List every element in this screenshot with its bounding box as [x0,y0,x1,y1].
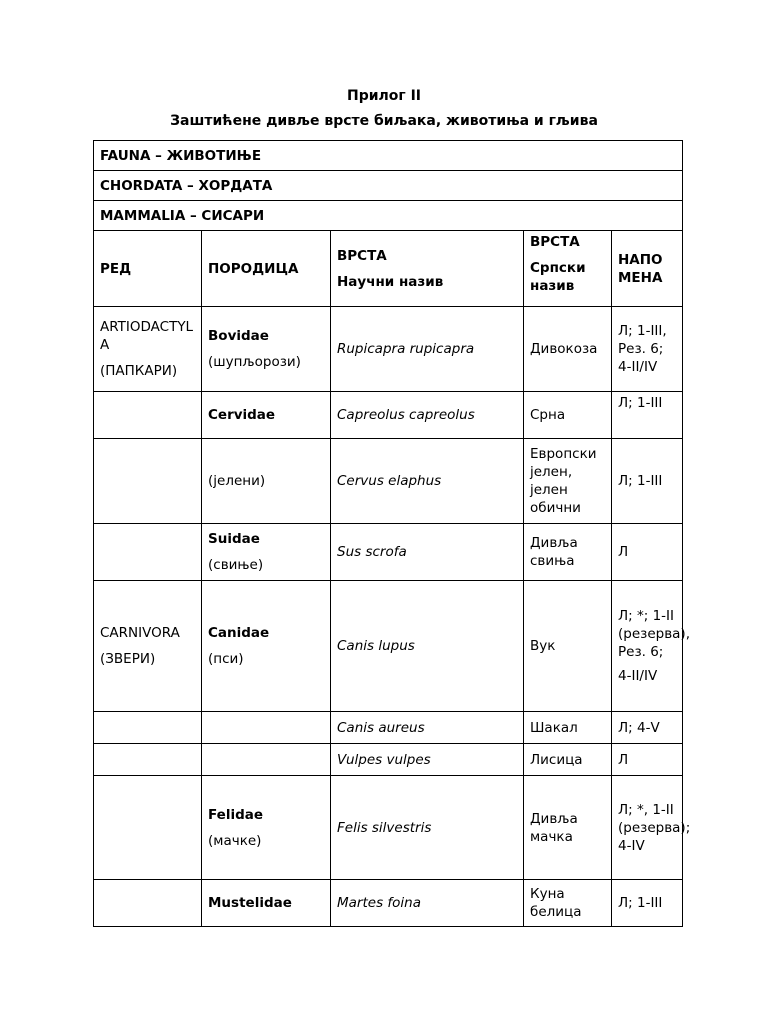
order-name: ARTIODACTYLA [100,319,194,353]
cell-family: (јелени) [202,439,331,524]
cell-serbian-name: Срна [524,392,612,439]
table-row [94,744,683,776]
header-family: ПОРОДИЦА [202,231,331,307]
note-line1: Л; *; 1-II (резерва), Рез. 6; [618,608,690,660]
header-species [331,231,524,307]
cell-family: Mustelidae [202,880,331,927]
header-order: РЕД [94,231,202,307]
family-subname: (пси) [208,651,244,667]
cell-scientific-name: Martes foina [331,880,524,927]
section-fauna: FAUNA – ЖИВОТИЊЕ [94,141,683,171]
species-table [93,140,691,927]
section-row [94,171,683,201]
cell-scientific-name: Sus scrofa [331,524,524,581]
cell-order [94,524,202,581]
cell-scientific-name: Canis lupus [331,581,524,712]
header-species-line2: Научни назив [337,273,444,290]
table-row [94,880,683,927]
cell-order [94,776,202,880]
table-row [94,776,683,880]
header-serbian [524,231,612,307]
family-name: Felidae [208,806,264,823]
cell-scientific-name: Vulpes vulpes [331,744,524,776]
header-note: НАПО МЕНА [612,231,683,307]
cell-note [612,581,690,712]
table-row [94,392,683,439]
cell-serbian-name: Дивља мачка [524,776,612,880]
cell-note: Л; 1-III [612,392,683,439]
cell-family [202,712,331,744]
table-row [94,524,683,581]
cell-family [202,581,331,712]
cell-order [94,392,202,439]
page-subtitle: Заштићене дивље врсте биљака, животиња и гљива [170,113,598,129]
page-title: Прилог II [346,88,422,104]
order-subname: (ЗВЕРИ) [100,651,156,667]
section-chordata: CHORDATA – ХОРДАТА [94,171,683,201]
cell-family: Cervidae [202,392,331,439]
section-mammalia: MAMMALIA – СИСАРИ [94,201,683,231]
cell-serbian-name: Дивокоза [524,307,612,392]
cell-scientific-name: Capreolus capreolus [331,392,524,439]
cell-order [94,880,202,927]
order-subname: (ПАПКАРИ) [100,363,178,379]
cell-serbian-name: Куна белица [524,880,612,927]
table-row [94,307,683,392]
family-name: Canidae [208,625,270,641]
table-row [94,581,683,712]
cell-family [202,307,331,392]
order-name: CARNIVORA [100,625,180,641]
cell-order [94,581,202,712]
cell-note: Л; 1-III, Рез. 6; 4-II/IV [612,307,683,392]
cell-scientific-name: Cervus elaphus [331,439,524,524]
cell-order [94,744,202,776]
cell-note: Л; *, 1-II (резерва); 4-IV [612,776,683,880]
cell-scientific-name: Canis aureus [331,712,524,744]
section-row [94,141,683,171]
family-subname: (мачке) [208,832,262,849]
note-line2: 4-II/IV [618,668,658,684]
cell-family [202,744,331,776]
cell-serbian-name: Европски јелен, јелен обични [524,439,612,524]
family-name: Suidae [208,531,260,547]
cell-serbian-name: Лисица [524,744,612,776]
header-serbian-line1: ВРСТА [530,234,580,250]
table-row [94,712,683,744]
cell-note: Л [612,744,683,776]
cell-family [202,524,331,581]
header-serbian-line2: Српски назив [530,260,586,294]
cell-note: Л; 4-V [612,712,683,744]
header-species-line1: ВРСТА [337,247,387,264]
cell-serbian-name: Дивља свиња [524,524,612,581]
cell-note: Л; 1-III [612,439,683,524]
cell-serbian-name: Шакал [524,712,612,744]
cell-serbian-name: Вук [524,581,612,712]
header-row [94,231,683,307]
cell-order [94,712,202,744]
cell-note: Л; 1-III [612,880,683,927]
section-row [94,201,683,231]
cell-note: Л [612,524,683,581]
family-name: Bovidae [208,328,269,344]
cell-order [94,307,202,392]
cell-family [202,776,331,880]
family-subname: (свиње) [208,557,264,573]
cell-order [94,439,202,524]
table-row [94,439,683,524]
family-subname: (шупљорози) [208,354,301,370]
cell-scientific-name: Felis silvestris [331,776,524,880]
cell-scientific-name: Rupicapra rupicapra [331,307,524,392]
